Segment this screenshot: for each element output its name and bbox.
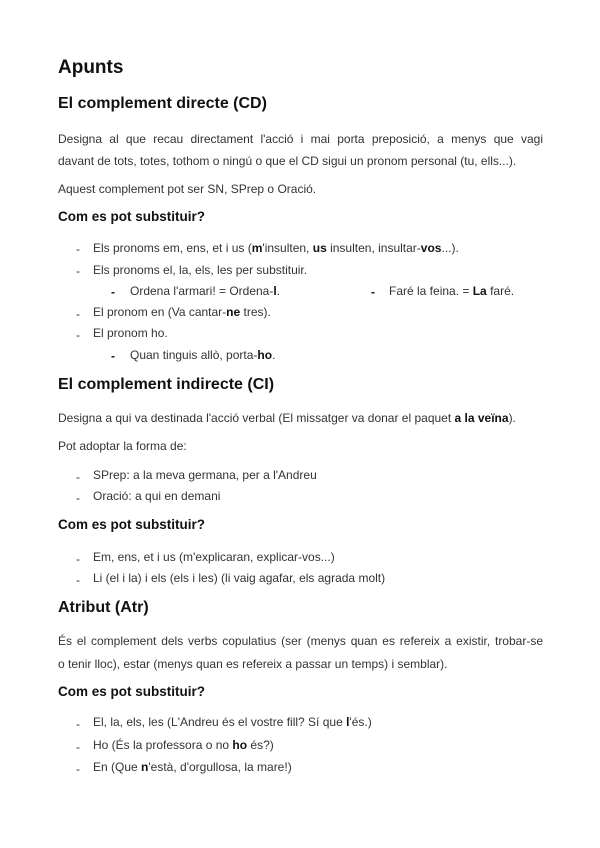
list-dash: - bbox=[76, 717, 80, 731]
cd-subheading: Com es pot substituir? bbox=[58, 209, 206, 224]
list-dash: - bbox=[76, 740, 80, 754]
cd-sublist-item-1: Ordena l'armari! = Ordena-l. bbox=[130, 284, 281, 298]
list-dash: - bbox=[76, 307, 80, 321]
list-dash: - bbox=[76, 470, 80, 484]
ci-subheading: Com es pot substituir? bbox=[58, 517, 206, 532]
list-dash: - bbox=[76, 264, 80, 278]
sublist-dash: - bbox=[111, 349, 115, 363]
cd-sublist-item-3: Quan tinguis allò, porta-ho. bbox=[130, 348, 276, 362]
list-dash: - bbox=[76, 552, 80, 566]
ci-list-item-1: SPrep: a la meva germana, per a l'Andreu bbox=[93, 468, 317, 482]
cd-list-item-4: El pronom ho. bbox=[93, 326, 168, 340]
ci-list-item-4: Li (el i la) i els (els i les) (li vaig agafar, els agrada molt) bbox=[93, 571, 386, 585]
cd-list-item-2: Els pronoms el, la, els, les per substituir. bbox=[93, 263, 308, 277]
section-heading-cd: El complement directe (CD) bbox=[58, 95, 267, 112]
atr-list-item-1: El, la, els, les (L'Andreu és el vostre fill? Sí que l'és.) bbox=[93, 715, 372, 729]
sublist-dash: - bbox=[111, 285, 115, 299]
section-heading-ci: El complement indirecte (CI) bbox=[58, 376, 275, 393]
atr-paragraph-line-2: o tenir lloc), estar (menys quan es refereix a passar un temps) i semblar). bbox=[58, 657, 448, 671]
cd-paragraph-line-2: davant de tots, totes, tothom o ningú o que el CD sigui un pronom personal (tu, ells...). bbox=[58, 154, 517, 168]
section-heading-atr: Atribut (Atr) bbox=[58, 599, 149, 616]
ci-list-item-3: Em, ens, et i us (m'explicaran, explicar-vos...) bbox=[93, 550, 335, 564]
list-dash: - bbox=[76, 328, 80, 342]
ci-paragraph-2: Pot adoptar la forma de: bbox=[58, 439, 187, 453]
cd-sublist-item-2: Faré la feina. = La faré. bbox=[389, 284, 515, 298]
ci-list-item-2: Oració: a qui en demani bbox=[93, 489, 221, 503]
list-dash: - bbox=[76, 242, 80, 256]
atr-subheading: Com es pot substituir? bbox=[58, 684, 206, 699]
page-title: Apunts bbox=[58, 57, 124, 78]
cd-paragraph-2: Aquest complement pot ser SN, SPrep o Oració. bbox=[58, 182, 317, 196]
list-dash: - bbox=[76, 573, 80, 587]
cd-list-item-3: El pronom en (Va cantar-ne tres). bbox=[93, 305, 271, 319]
atr-list-item-3: En (Que n'està, d'orgullosa, la mare!) bbox=[93, 760, 292, 774]
cd-list-item-1: Els pronoms em, ens, et i us (m'insulten, us insulten, insultar-vos...). bbox=[93, 241, 459, 255]
sublist-dash: - bbox=[371, 285, 375, 299]
cd-paragraph-line-1: Designa al que recau directament l'acció i mai porta preposició, a menys que vagi bbox=[58, 132, 543, 146]
ci-paragraph-1: Designa a qui va destinada l'acció verbal (El missatger va donar el paquet a la veïna). bbox=[58, 411, 516, 425]
atr-list-item-2: Ho (És la professora o no ho és?) bbox=[93, 738, 274, 752]
atr-paragraph-line-1: És el complement dels verbs copulatius (ser (menys quan es refereix a existir, trobar-se bbox=[58, 634, 543, 648]
list-dash: - bbox=[76, 491, 80, 505]
list-dash: - bbox=[76, 762, 80, 776]
